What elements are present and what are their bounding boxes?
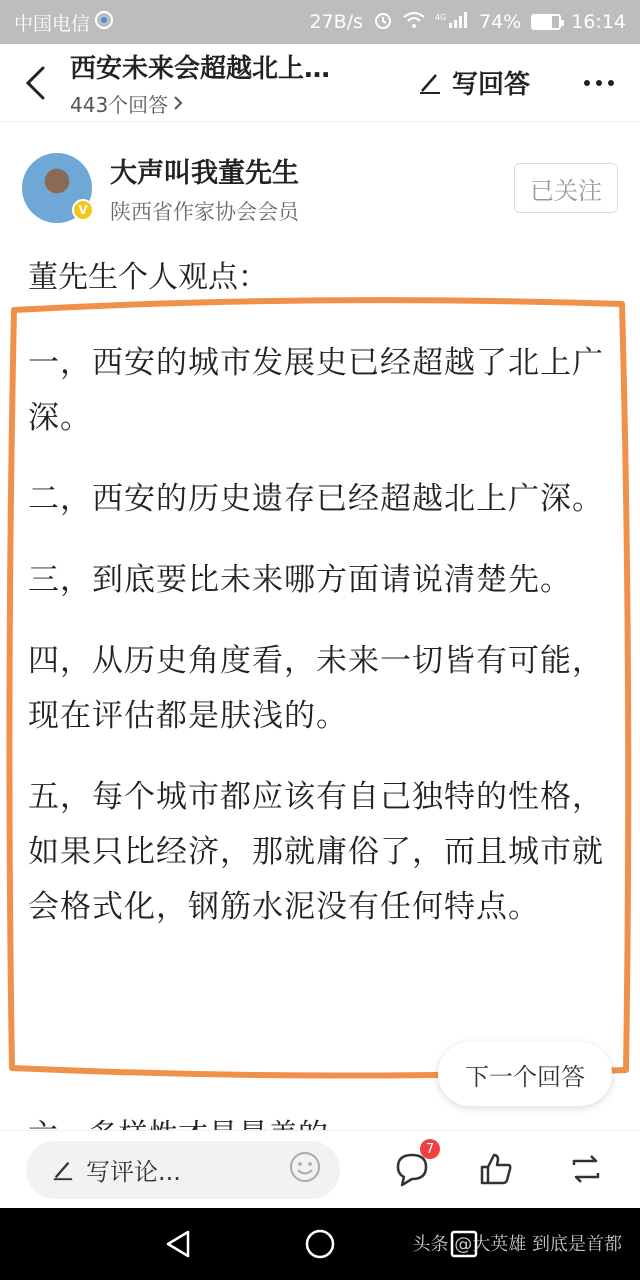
signal-icon <box>435 11 469 34</box>
comment-icon[interactable] <box>388 1141 436 1193</box>
partial-paragraph <box>28 1110 428 1132</box>
repost-icon[interactable] <box>562 1145 610 1193</box>
like-icon[interactable] <box>472 1145 520 1193</box>
nav-back-icon[interactable] <box>160 1226 196 1262</box>
orange-highlight-frame <box>4 298 634 1088</box>
battery-percent: 74% <box>479 11 522 33</box>
answer-paragraph: 五，每个城市都应该有自己独特的性格，如果只比经济，那就庸俗了，而且城市就会格式化，钢筋水泥没有任何特点。 <box>28 779 604 925</box>
answer-content <box>28 252 618 925</box>
emoji-icon[interactable] <box>288 1150 322 1190</box>
question-header <box>0 44 640 122</box>
alarm-icon <box>373 10 393 35</box>
chevron-left-icon <box>23 65 47 101</box>
network-speed: 27B/s <box>309 11 363 33</box>
answer-paragraph: 四，从历史角度看，未来一切皆有可能，现在评估都是肤浅的。 <box>28 643 604 734</box>
hd-call-icon <box>94 10 114 35</box>
question-title-block[interactable] <box>70 48 370 118</box>
question-title: 西安未来会超越北上… <box>70 53 331 84</box>
follow-button[interactable]: 已关注 <box>514 163 618 213</box>
more-options-icon[interactable] <box>584 80 614 86</box>
author-row <box>22 150 618 226</box>
comment-count-badge: 7 <box>420 1139 440 1159</box>
answer-paragraph: 一，西安的城市发展史已经超越了北上广深。 <box>28 345 604 436</box>
answer-paragraph: 二，西安的历史遗存已经超越北上广深。 <box>28 481 604 517</box>
write-answer-label: 写回答 <box>452 70 531 100</box>
avatar[interactable] <box>22 153 92 223</box>
author-name[interactable]: 大声叫我董先生 <box>110 157 299 189</box>
comment-input[interactable] <box>26 1141 340 1199</box>
write-answer-button[interactable] <box>418 64 530 101</box>
answer-count: 443个回答 <box>70 92 169 117</box>
back-button[interactable] <box>0 44 70 122</box>
answer-paragraph: 三，到底要比未来哪方面请说清楚先。 <box>28 562 572 598</box>
wifi-icon <box>403 11 425 34</box>
author-description: 陕西省作家协会会员 <box>110 199 299 224</box>
svg-text:4G: 4G <box>435 12 447 22</box>
status-bar <box>0 0 640 44</box>
pen-icon <box>52 1159 74 1181</box>
answer-intro: 董先生个人观点： <box>28 260 268 295</box>
system-navigation-bar <box>0 1208 640 1280</box>
battery-icon <box>531 14 561 30</box>
verified-badge-icon: V <box>72 199 94 221</box>
carrier-label: 中国电信 <box>14 12 91 35</box>
nav-home-icon[interactable] <box>302 1226 338 1262</box>
clock: 16:14 <box>571 11 626 33</box>
pen-icon <box>418 71 442 95</box>
next-answer-button[interactable]: 下一个回答 <box>438 1042 612 1106</box>
chevron-right-icon <box>172 94 184 112</box>
toutiao-watermark: 头条 @大英雄 到底是首都 <box>412 1234 622 1255</box>
comment-placeholder: 写评论... <box>86 1158 181 1186</box>
bottom-action-bar <box>0 1130 640 1208</box>
